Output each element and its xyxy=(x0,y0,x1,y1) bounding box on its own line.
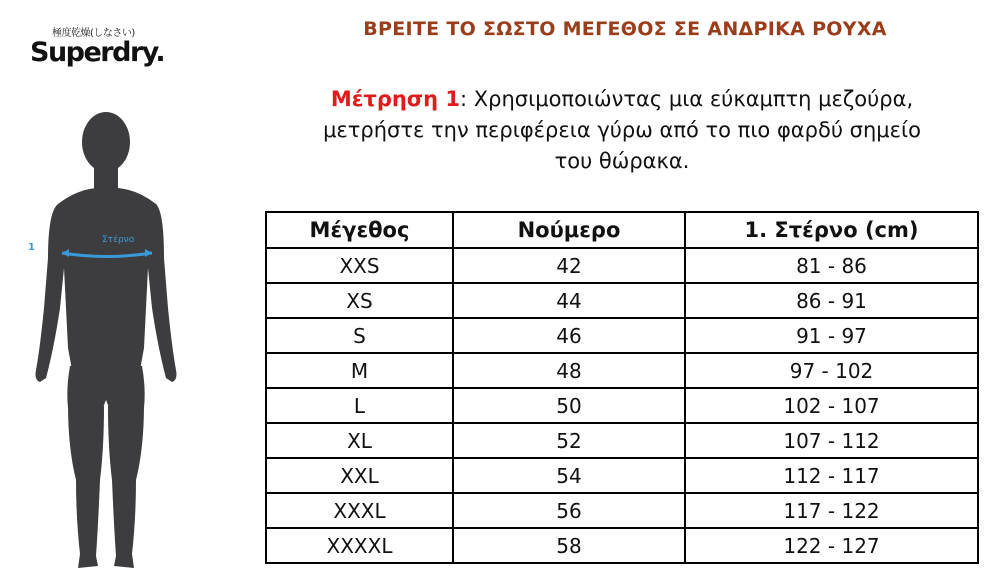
header-chest: 1. Στέρνο (cm) xyxy=(685,212,978,248)
cell-chest: 86 - 91 xyxy=(685,283,978,318)
table-row xyxy=(266,493,978,528)
table-row xyxy=(266,353,978,388)
cell-size: S xyxy=(266,318,453,353)
header-number: Νούμερο xyxy=(453,212,685,248)
cell-number: 50 xyxy=(453,388,685,423)
cell-number: 42 xyxy=(453,248,685,283)
page-title: ΒΡΕΙΤΕ ΤΟ ΣΩΣΤΟ ΜΕΓΕΘΟΣ ΣΕ ΑΝΔΡΙΚΑ ΡΟΥΧΑ xyxy=(363,18,887,40)
cell-number: 46 xyxy=(453,318,685,353)
cell-number: 52 xyxy=(453,423,685,458)
cell-chest: 122 - 127 xyxy=(685,528,978,563)
body-silhouette-figure xyxy=(18,108,208,578)
instruction-line-2: μετρήστε την περιφέρεια γύρω από το πιο φαρδύ σημείο xyxy=(323,118,921,142)
table-row xyxy=(266,458,978,493)
cell-chest: 102 - 107 xyxy=(685,388,978,423)
cell-size: XXS xyxy=(266,248,453,283)
cell-chest: 107 - 112 xyxy=(685,423,978,458)
cell-chest: 81 - 86 xyxy=(685,248,978,283)
measure-label: Στέρνο xyxy=(102,235,135,245)
size-table xyxy=(265,211,979,564)
cell-size: XXL xyxy=(266,458,453,493)
table-row xyxy=(266,388,978,423)
cell-number: 44 xyxy=(453,283,685,318)
silhouette-icon xyxy=(36,112,177,568)
cell-size: L xyxy=(266,388,453,423)
cell-number: 48 xyxy=(453,353,685,388)
cell-number: 56 xyxy=(453,493,685,528)
header-size: Μέγεθος xyxy=(266,212,453,248)
instruction-line-1: : Χρησιμοποιώντας μια εύκαμπτη μεζούρα, xyxy=(460,87,914,111)
cell-number: 58 xyxy=(453,528,685,563)
table-row xyxy=(266,248,978,283)
cell-chest: 91 - 97 xyxy=(685,318,978,353)
instruction-line-3: του θώρακα. xyxy=(554,149,690,173)
measure-number: 1 xyxy=(28,242,35,253)
cell-number: 54 xyxy=(453,458,685,493)
cell-size: XS xyxy=(266,283,453,318)
table-row xyxy=(266,423,978,458)
cell-chest: 97 - 102 xyxy=(685,353,978,388)
table-header-row xyxy=(266,212,978,248)
cell-chest: 112 - 117 xyxy=(685,458,978,493)
brand-subtitle: 極度乾燥(しなさい) xyxy=(52,28,135,39)
cell-size: XXXXL xyxy=(266,528,453,563)
measurement-instruction xyxy=(262,84,982,177)
cell-size: XL xyxy=(266,423,453,458)
cell-size: M xyxy=(266,353,453,388)
brand-logo xyxy=(30,28,170,67)
cell-chest: 117 - 122 xyxy=(685,493,978,528)
table-row xyxy=(266,318,978,353)
table-row xyxy=(266,528,978,563)
cell-size: XXXL xyxy=(266,493,453,528)
table-row xyxy=(266,283,978,318)
measurement-label: Μέτρηση 1 xyxy=(330,87,461,111)
brand-name: Superdry. xyxy=(30,37,165,68)
